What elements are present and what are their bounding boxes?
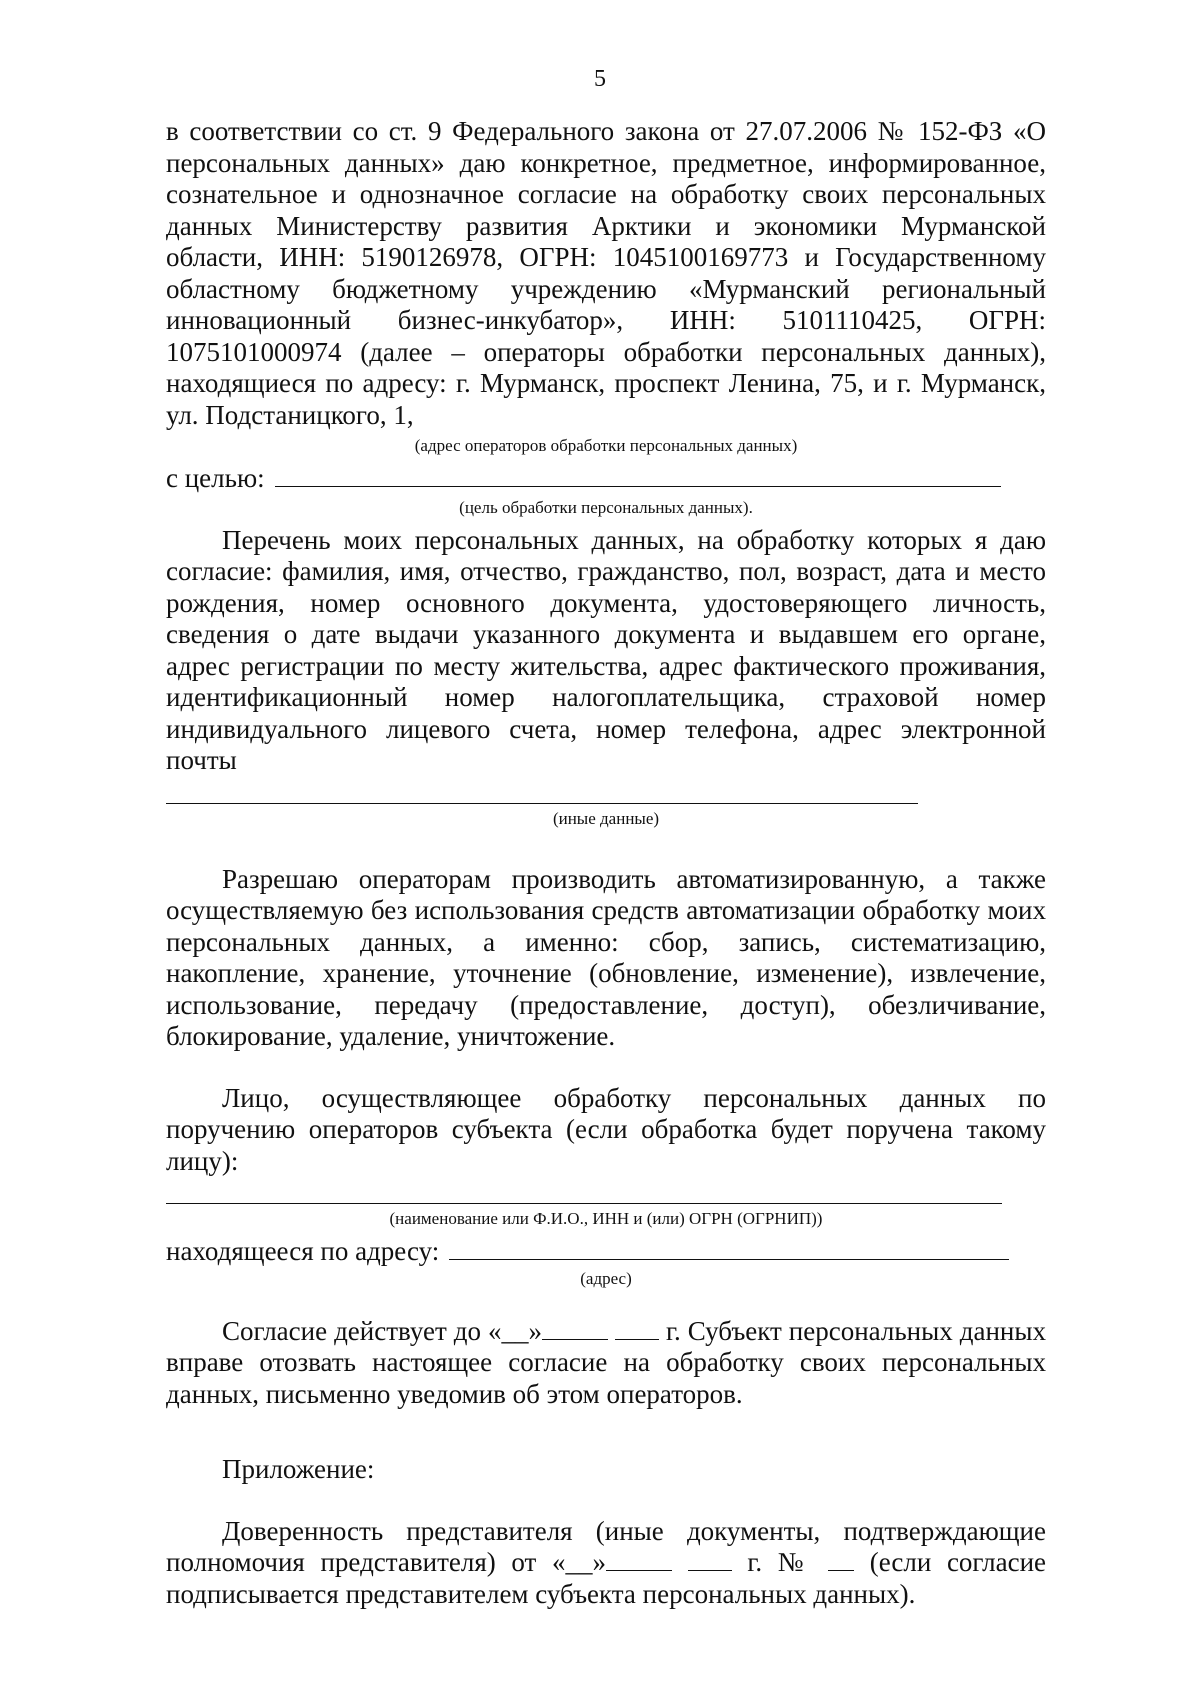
document-body [166,116,1046,1610]
other-data-field[interactable] [166,803,918,804]
page-number: 5 [594,66,606,92]
poa-number-field[interactable] [828,1548,854,1571]
consent-term-paragraph [166,1316,1046,1411]
caption-purpose: (цель обработки персональных данных). [459,497,753,517]
processor-name-field[interactable] [166,1203,1002,1204]
consent-paragraph: в соответствии со ст. 9 Федерального закона от 27.07.2006 № 152-ФЗ «О персональных данных» даю конкретное, предметное, информированное, сознательное и однозначное согласие на обработку своих персональных данных Министерству развития Арктики и экономики Мурманской области, ИНН: 5190126978, ОГРН: 1045100169773 и Государственному областному бюджетному учреждению «Мурманский региональный инновационный бизнес-инкубатор», ИНН: 5101110425, ОГРН: 1075101000974 (далее – операторы обработки персональных данных), находящиеся по адресу: г. Мурманск, проспект Ленина, 75, и г. Мурманск, ул. Подстаницкого, 1, [166,116,1046,430]
caption-operators-address: (адрес операторов обработки персональных данных) [414,436,798,455]
purpose-label: с целью: [166,463,265,493]
consent-year-field[interactable] [615,1317,659,1340]
caption-processor-name: (наименование или Ф.И.О., ИНН и (или) ОГРН (ОГРНИП)) [389,1209,823,1228]
located-label: находящееся по адресу: [166,1236,440,1266]
poa-number-label: г. № [747,1547,813,1577]
processor-address-field[interactable] [449,1237,1009,1260]
caption-other-data: (иные данные) [552,808,660,828]
poa-year-field[interactable] [688,1548,732,1571]
located-row [166,1236,1046,1268]
purpose-field[interactable] [275,464,1001,487]
data-list-paragraph: Перечень моих персональных данных, на обработку которых я даю согласие: фамилия, имя, отчество, гражданство, пол, возраст, дата и место рождения, номер основного документа, удостоверяющего личность, сведения о дате выдачи указанного документа и выдавшем его органе, адрес регистрации по месту жительства, адрес фактического проживания, идентификационный номер налогоплательщика, страховой номер индивидуального лицевого счета, номер телефона, адрес электронной почты [166,524,1046,775]
processor-paragraph: Лицо, осуществляющее обработку персональных данных по поручению операторов субъекта (если обработка будет поручена такому лицу): [166,1082,1046,1176]
poa-suffix: (если согласие подписывается представителем субъекта персональных данных). [166,1547,1047,1609]
appendix-label: Приложение: [222,1454,375,1484]
power-of-attorney-paragraph [166,1516,1046,1611]
poa-month-field[interactable] [606,1548,672,1571]
consent-term-prefix: Согласие действует до «__» [222,1315,542,1346]
caption-address: (адрес) [580,1268,632,1288]
consent-term-suffix: г. Субъект персональных данных вправе отозвать настоящее согласие на обработку своих персональных данных, письменно уведомив об этом операторов. [166,1315,1047,1409]
purpose-row [166,463,1046,495]
poa-prefix: Доверенность представителя (иные документы, подтверждающие полномочия представителя) от «__» [166,1515,1046,1577]
consent-month-field[interactable] [542,1317,608,1340]
permission-paragraph: Разрешаю операторам производить автоматизированную, а также осуществляемую без использования средств автоматизации обработку моих персональных данных, а именно: сбор, запись, систематизацию, накопление, хранение, уточнение (обновление, изменение), извлечение, использование, передачу (предоставление, доступ), обезличивание, блокирование, удаление, уничтожение. [166,863,1046,1051]
